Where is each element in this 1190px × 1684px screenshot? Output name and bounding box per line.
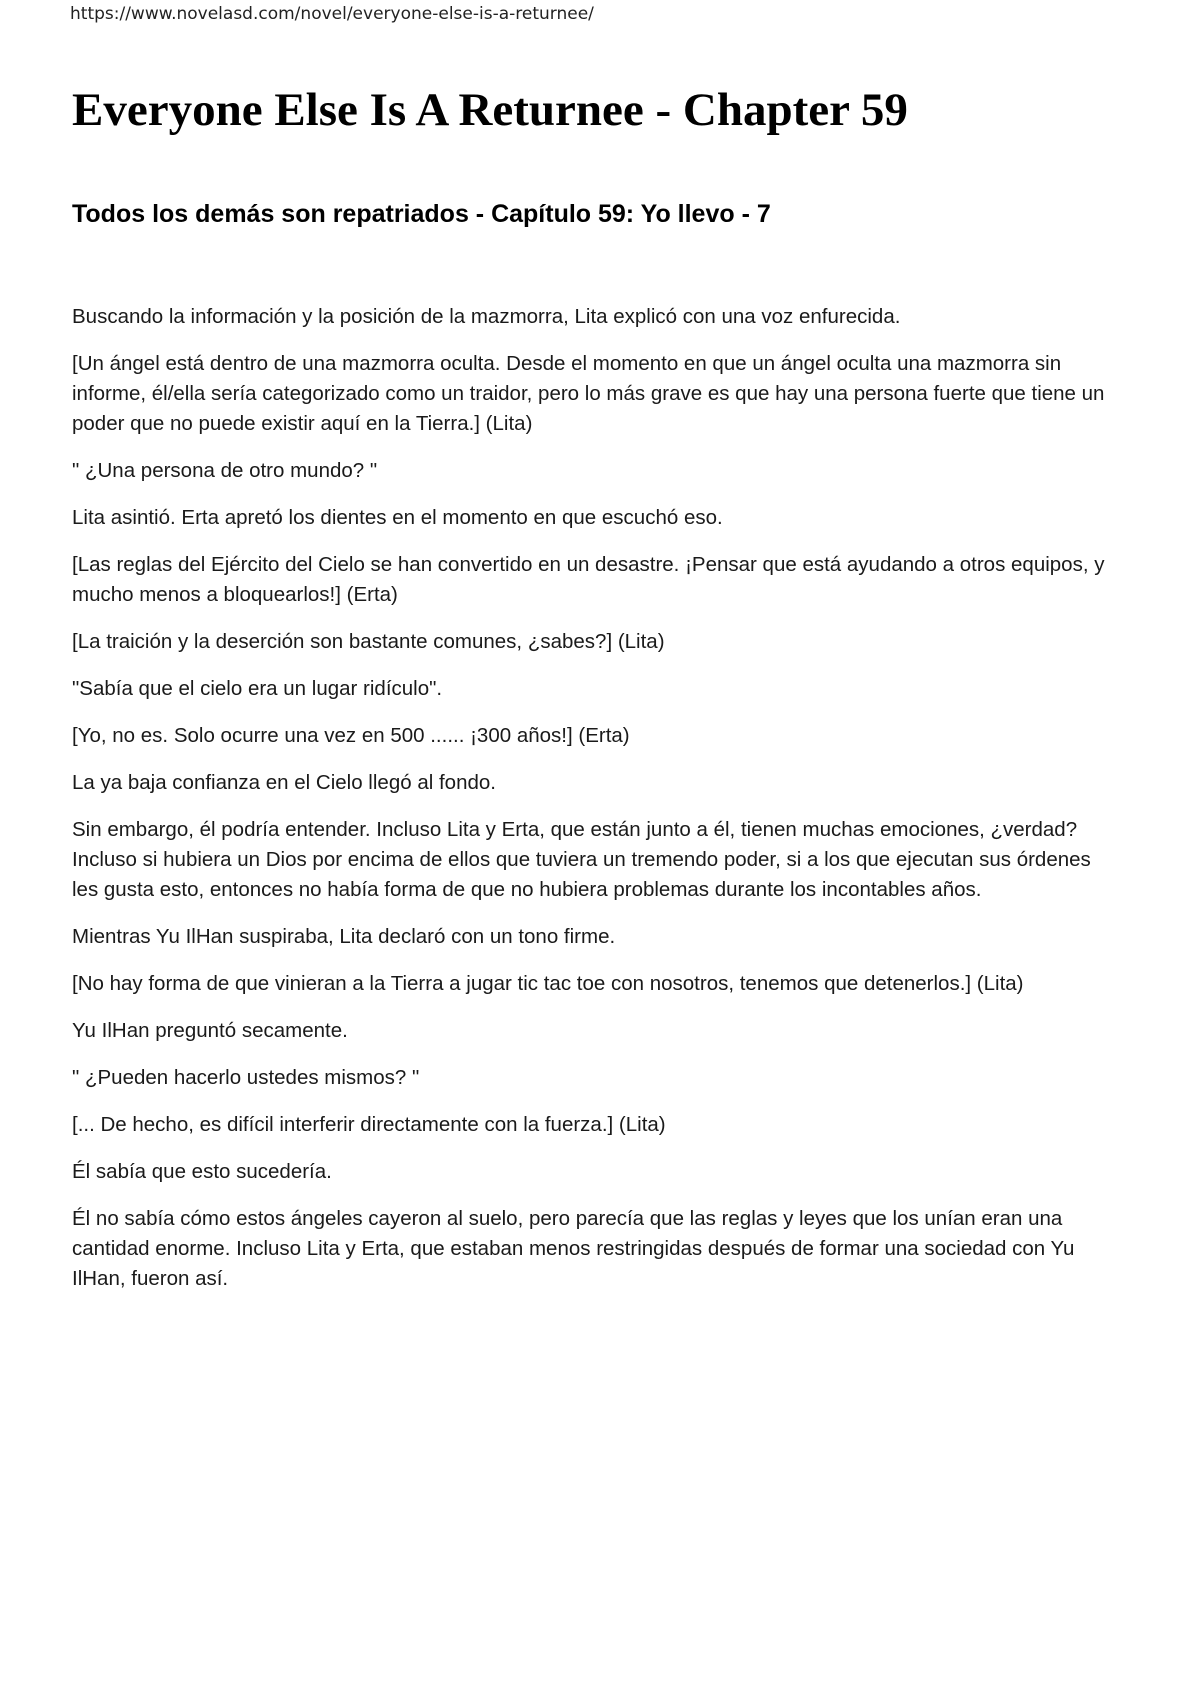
paragraph: [... De hecho, es difícil interferir directamente con la fuerza.] (Lita) xyxy=(72,1113,666,1136)
paragraph: Yu IlHan preguntó secamente. xyxy=(72,1019,348,1042)
source-url: https://www.novelasd.com/novel/everyone-else-is-a-returnee/ xyxy=(70,4,594,24)
paragraph: Él sabía que esto sucedería. xyxy=(72,1160,332,1183)
paragraph: [Las reglas del Ejército del Cielo se han convertido en un desastre. ¡Pensar que está ayudando a otros equipos, y mucho menos a bloquearlos!] (Erta) xyxy=(72,553,1105,606)
paragraph: Él no sabía cómo estos ángeles cayeron al suelo, pero parecía que las reglas y leyes que los unían eran una cantidad enorme. Incluso Lita y Erta, que estaban menos restringidas después de formar una sociedad con Yu IlHan, fueron así. xyxy=(72,1207,1075,1290)
paragraph: " ¿Una persona de otro mundo? " xyxy=(72,459,378,482)
paragraph: Lita asintió. Erta apretó los dientes en el momento en que escuchó eso. xyxy=(72,506,723,529)
paragraph: [La traición y la deserción son bastante comunes, ¿sabes?] (Lita) xyxy=(72,630,665,653)
paragraph: Buscando la información y la posición de la mazmorra, Lita explicó con una voz enfurecida. xyxy=(72,305,901,328)
paragraph: "Sabía que el cielo era un lugar ridículo". xyxy=(72,677,443,700)
chapter-subtitle: Todos los demás son repatriados - Capítulo 59: Yo llevo - 7 xyxy=(72,200,771,228)
paragraph: [No hay forma de que vinieran a la Tierra a jugar tic tac toe con nosotros, tenemos que detenerlos.] (Lita) xyxy=(72,972,1024,995)
paragraph: [Un ángel está dentro de una mazmorra oculta. Desde el momento en que un ángel oculta una mazmorra sin informe, él/ella sería categorizado como un traidor, pero lo más grave es que hay una persona fuerte que tiene un poder que no puede existir aquí en la Tierra.] (Lita) xyxy=(72,352,1105,435)
paragraph: Sin embargo, él podría entender. Incluso Lita y Erta, que están junto a él, tienen muchas emociones, ¿verdad? Incluso si hubiera un Dios por encima de ellos que tuviera un tremendo poder, si a los que ejecutan sus órdenes les gusta esto, entonces no había forma de que no hubiera problemas durante los incontables años. xyxy=(72,818,1091,901)
paragraph: [Yo, no es. Solo ocurre una vez en 500 ...... ¡300 años!] (Erta) xyxy=(72,724,630,747)
paragraph: " ¿Pueden hacerlo ustedes mismos? " xyxy=(72,1066,420,1089)
chapter-title: Everyone Else Is A Returnee - Chapter 59 xyxy=(72,84,908,136)
paragraph: La ya baja confianza en el Cielo llegó al fondo. xyxy=(72,771,496,794)
chapter-body xyxy=(72,302,1122,1311)
paragraph: Mientras Yu IlHan suspiraba, Lita declaró con un tono firme. xyxy=(72,925,616,948)
